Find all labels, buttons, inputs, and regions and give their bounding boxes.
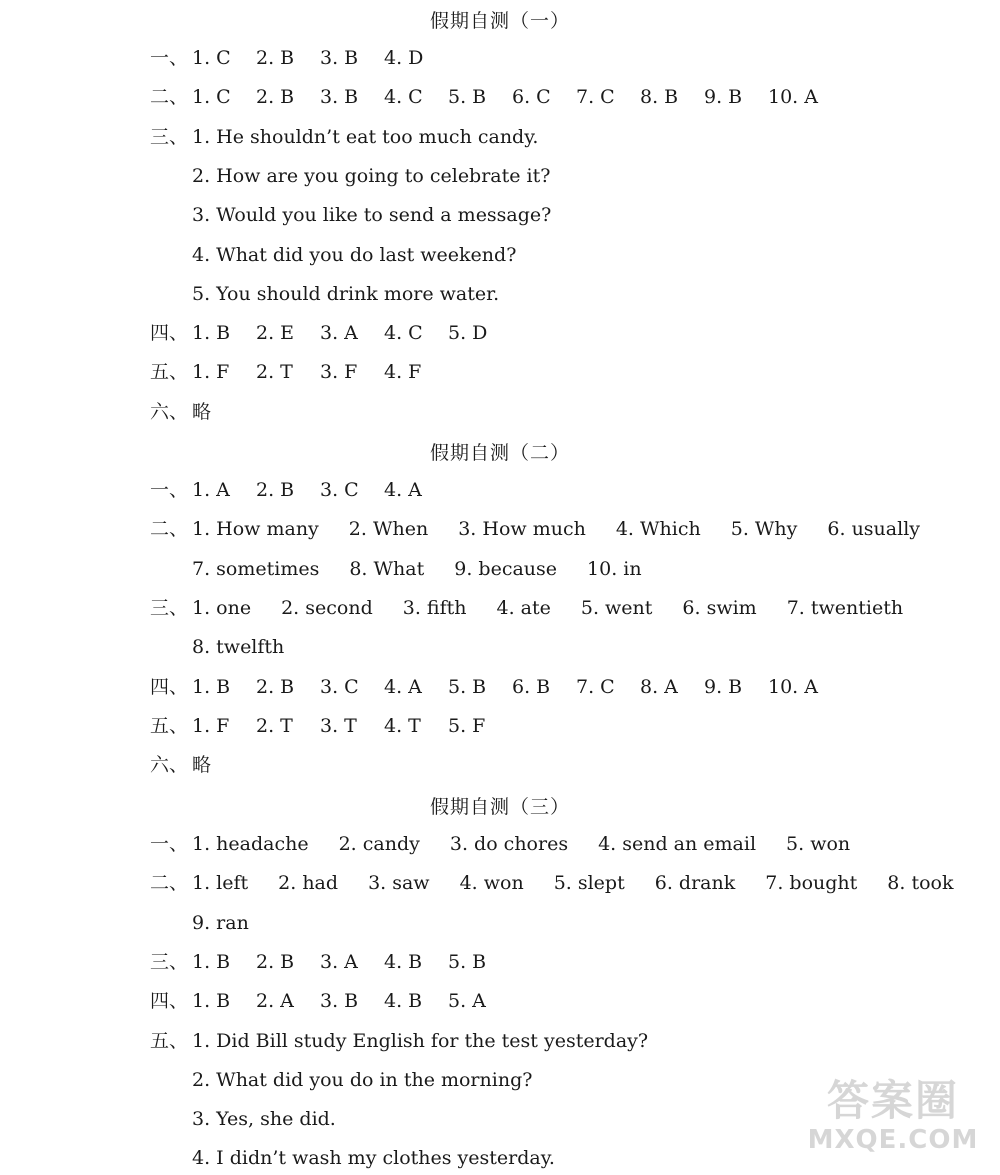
answer-line bbox=[150, 753, 211, 777]
answer-item: 1. B bbox=[192, 950, 231, 973]
answer-line bbox=[150, 950, 512, 974]
answer-item: 1. left bbox=[192, 872, 249, 895]
answer-item: 2. T bbox=[256, 714, 293, 737]
answer-line bbox=[150, 46, 448, 70]
answer-line bbox=[150, 832, 850, 856]
answer-item: 2. B bbox=[256, 86, 295, 109]
answer-item: 1. F bbox=[192, 714, 230, 737]
answer-item: 3. T bbox=[320, 714, 357, 737]
answer-item: 9. ran bbox=[192, 911, 249, 934]
answer-item: 1. How many bbox=[192, 518, 319, 541]
question-group-label: 四、 bbox=[150, 675, 189, 698]
answer-line bbox=[150, 125, 538, 149]
answer-line bbox=[150, 675, 832, 699]
answer-item: 1. A bbox=[192, 479, 230, 501]
question-group-label: 五、 bbox=[150, 714, 189, 737]
answer-item: 3. do chores bbox=[449, 833, 569, 855]
answer-item: 2. B bbox=[256, 479, 295, 501]
answer-item: 1. B bbox=[192, 322, 231, 345]
question-group-label: 三、 bbox=[150, 125, 189, 148]
question-group-label: 一、 bbox=[150, 479, 189, 501]
answer-line bbox=[192, 557, 642, 581]
answer-item: 4. ate bbox=[496, 596, 551, 619]
answer-item: 1. headache bbox=[192, 833, 309, 855]
answer-item: 5. B bbox=[448, 950, 487, 973]
answer-item: 3. B bbox=[320, 47, 359, 69]
answer-line bbox=[150, 400, 211, 424]
answer-item: 6. drank bbox=[654, 872, 736, 895]
answer-item: 5. won bbox=[786, 833, 851, 855]
answer-item: 3. A bbox=[320, 322, 358, 345]
answer-line bbox=[150, 478, 448, 502]
question-group-label: 四、 bbox=[150, 990, 189, 1013]
answer-item: 4. A bbox=[384, 479, 422, 501]
answer-line bbox=[150, 360, 448, 384]
answer-line bbox=[192, 203, 551, 227]
answer-item: 7. bought bbox=[765, 872, 858, 895]
answer-item: 4. What did you do last weekend? bbox=[192, 243, 517, 266]
answer-item: 4. Which bbox=[615, 518, 701, 541]
answer-line bbox=[150, 714, 512, 738]
answer-item: 7. twentieth bbox=[786, 596, 904, 619]
question-group-label: 五、 bbox=[150, 1029, 189, 1052]
answer-item: 3. saw bbox=[368, 872, 430, 895]
answer-item: 5. F bbox=[448, 714, 486, 737]
answer-line bbox=[150, 596, 903, 620]
answer-item: 2. B bbox=[256, 950, 295, 973]
answer-item: 5. A bbox=[448, 990, 486, 1013]
answer-item: 2. How are you going to celebrate it? bbox=[192, 164, 551, 187]
answer-item: 3. How much bbox=[458, 518, 586, 541]
answer-item: 9. because bbox=[454, 557, 558, 580]
question-group-label: 三、 bbox=[150, 596, 189, 619]
answer-item: 3. F bbox=[320, 361, 358, 384]
answer-item: 5. slept bbox=[553, 872, 625, 895]
answer-item: 4. T bbox=[384, 714, 421, 737]
answer-item: 2. B bbox=[256, 675, 295, 698]
answer-item: 4. B bbox=[384, 990, 423, 1013]
section-title: 假期自测（一） bbox=[429, 10, 570, 32]
answer-item: 1. Did Bill study English for the test yesterday? bbox=[192, 1029, 649, 1052]
answer-item: 10. A bbox=[768, 86, 818, 109]
question-group-label: 一、 bbox=[150, 47, 189, 69]
answer-line bbox=[192, 282, 499, 306]
answer-line bbox=[150, 517, 920, 541]
answer-item: 5. D bbox=[448, 322, 488, 345]
answer-item: 5. B bbox=[448, 675, 487, 698]
answer-item: 2. candy bbox=[338, 833, 420, 855]
answer-line bbox=[192, 1107, 336, 1131]
answer-line bbox=[192, 911, 249, 935]
answer-item: 7. C bbox=[576, 86, 615, 109]
answer-item: 3. B bbox=[320, 86, 359, 109]
answer-item: 5. Why bbox=[730, 518, 798, 541]
answer-item: 1. B bbox=[192, 675, 231, 698]
answer-item: 6. swim bbox=[682, 596, 757, 619]
answer-item: 6. usually bbox=[827, 518, 921, 541]
answer-item: 1. C bbox=[192, 86, 231, 109]
answer-item: 1. B bbox=[192, 990, 231, 1013]
answer-item: 3. C bbox=[320, 479, 359, 501]
answer-item: 7. C bbox=[576, 675, 615, 698]
answer-item: 4. F bbox=[384, 361, 422, 384]
answer-item: 5. went bbox=[580, 596, 653, 619]
answer-item: 2. had bbox=[278, 872, 339, 895]
answer-item: 4. send an email bbox=[598, 833, 757, 855]
question-group-label: 二、 bbox=[150, 86, 189, 109]
answer-item: 2. E bbox=[256, 322, 295, 345]
answer-item: 5. You should drink more water. bbox=[192, 282, 500, 305]
answer-item: 2. second bbox=[281, 596, 373, 619]
answer-item: 略 bbox=[192, 400, 212, 423]
watermark-logo bbox=[798, 1077, 988, 1167]
question-group-label: 三、 bbox=[150, 950, 189, 973]
answer-item: 3. A bbox=[320, 950, 358, 973]
question-group-label: 五、 bbox=[150, 361, 189, 384]
question-group-label: 六、 bbox=[150, 400, 189, 423]
question-group-label: 六、 bbox=[150, 754, 189, 777]
answer-item: 4. C bbox=[384, 322, 423, 345]
question-group-label: 二、 bbox=[150, 872, 189, 895]
answer-line bbox=[192, 1068, 532, 1092]
answer-line bbox=[150, 321, 512, 345]
answer-item: 3. Yes, she did. bbox=[192, 1108, 336, 1131]
answer-item: 4. B bbox=[384, 950, 423, 973]
answer-line bbox=[150, 871, 953, 895]
section-title: 假期自测（二） bbox=[429, 442, 570, 464]
answer-item: 10. A bbox=[768, 675, 818, 698]
answer-item: 2. When bbox=[348, 518, 429, 541]
answer-item: 8. B bbox=[640, 86, 679, 109]
answer-item: 2. A bbox=[256, 990, 294, 1013]
answer-line bbox=[192, 635, 284, 659]
question-group-label: 四、 bbox=[150, 322, 189, 345]
answer-item: 8. What bbox=[349, 557, 425, 580]
answer-item: 6. C bbox=[512, 86, 551, 109]
answer-item: 8. A bbox=[640, 675, 678, 698]
answer-item: 7. sometimes bbox=[192, 557, 320, 580]
answer-item: 1. F bbox=[192, 361, 230, 384]
answer-line bbox=[192, 243, 516, 267]
watermark-text-bottom: MXQE.COM bbox=[807, 1125, 979, 1155]
question-group-label: 二、 bbox=[150, 518, 189, 541]
answer-item: 3. fifth bbox=[402, 596, 467, 619]
answer-item: 8. twelfth bbox=[192, 636, 285, 659]
answer-item: 5. B bbox=[448, 86, 487, 109]
answer-item: 4. won bbox=[459, 872, 524, 895]
answer-item: 1. He shouldn’t eat too much candy. bbox=[192, 125, 539, 148]
answer-item: 9. B bbox=[704, 86, 743, 109]
answer-item: 1. C bbox=[192, 47, 231, 69]
answer-line bbox=[150, 1029, 648, 1053]
answer-item: 4. D bbox=[384, 47, 424, 69]
answer-item: 略 bbox=[192, 754, 212, 777]
answer-line bbox=[192, 164, 550, 188]
answer-line bbox=[150, 85, 832, 109]
answer-item: 2. T bbox=[256, 361, 293, 384]
answer-item: 2. What did you do in the morning? bbox=[192, 1068, 533, 1091]
answer-item: 4. C bbox=[384, 86, 423, 109]
answer-item: 10. in bbox=[587, 557, 642, 580]
answer-item: 2. B bbox=[256, 47, 295, 69]
answer-item: 3. Would you like to send a message? bbox=[192, 204, 552, 227]
question-group-label: 一、 bbox=[150, 833, 189, 855]
answer-item: 4. I didn’t wash my clothes yesterday. bbox=[192, 1147, 555, 1170]
answer-item: 3. C bbox=[320, 675, 359, 698]
watermark-text-top: 答案圈 bbox=[826, 1076, 959, 1125]
answer-item: 9. B bbox=[704, 675, 743, 698]
answer-item: 4. A bbox=[384, 675, 422, 698]
answer-item: 8. took bbox=[887, 872, 954, 895]
answer-item: 1. one bbox=[192, 596, 252, 619]
answer-item: 6. B bbox=[512, 675, 551, 698]
answer-line bbox=[192, 1146, 555, 1170]
section-title: 假期自测（三） bbox=[429, 796, 570, 818]
answer-line bbox=[150, 989, 512, 1013]
answer-item: 3. B bbox=[320, 990, 359, 1013]
